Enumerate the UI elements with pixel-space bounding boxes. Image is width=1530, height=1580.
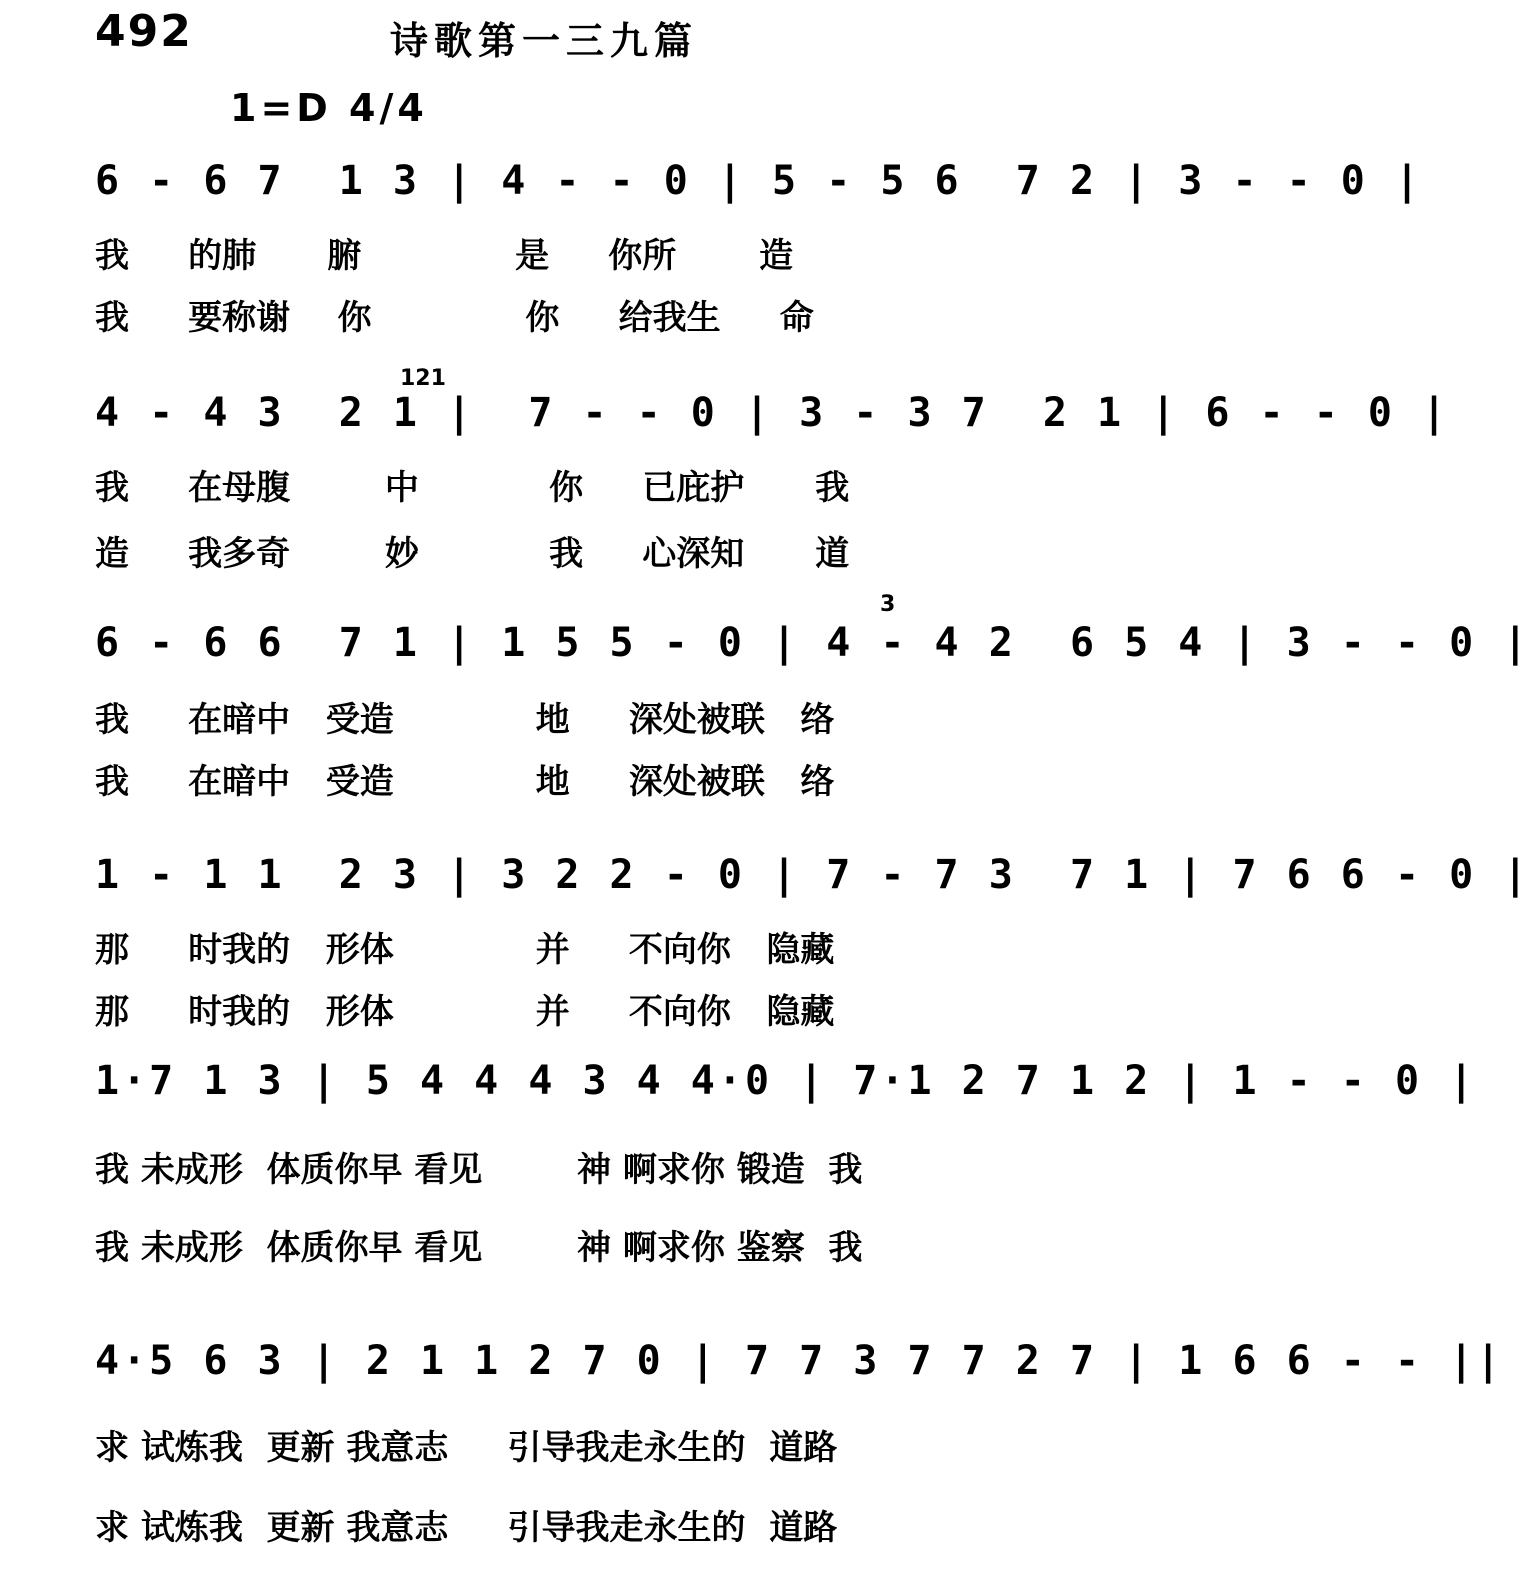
lyric-line-4-verse-1: 那 时我的 形体 并 不向你 隐藏	[95, 930, 835, 970]
lyric-line-3-verse-1: 我 在暗中 受造 地 深处被联 络	[95, 700, 835, 740]
notation-line-6: 4·5 6 3 | 2 1 1 2 7 0 | 7 7 3 7 7 2 7 | 1 6 6 - - ||	[95, 1338, 1504, 1384]
hymn-title: 诗歌第一三九篇	[390, 19, 699, 63]
grace-notes: 121	[400, 366, 446, 391]
notation-line-3: 6 - 6 6 7 1 | 1 5 5 - 0 | 4 - 4 2 6 5 4 | 3 - - 0 |	[95, 620, 1530, 666]
triplet-mark: 3	[880, 592, 896, 617]
lyric-line-5-verse-1: 我 未成形 体质你早 看见 神 啊求你 锻造 我	[95, 1150, 863, 1190]
lyric-line-1-verse-1: 我 的肺 腑 是 你所 造	[95, 236, 794, 276]
lyric-line-2-verse-2: 造 我多奇 妙 我 心深知 道	[95, 534, 850, 574]
lyric-line-2-verse-1: 我 在母腹 中 你 已庇护 我	[95, 468, 850, 508]
lyric-line-6-verse-1: 求 试炼我 更新 我意志 引导我走永生的 道路	[95, 1428, 838, 1468]
hymn-number: 492	[95, 6, 193, 57]
notation-line-5: 1·7 1 3 | 5 4 4 4 3 4 4·0 | 7·1 2 7 1 2 | 1 - - 0 |	[95, 1058, 1477, 1104]
lyric-line-3-verse-2: 我 在暗中 受造 地 深处被联 络	[95, 762, 835, 802]
notation-line-2: 4 - 4 3 2 1 | 7 - - 0 | 3 - 3 7 2 1 | 6 - - 0 |	[95, 390, 1450, 436]
lyric-line-6-verse-2: 求 试炼我 更新 我意志 引导我走永生的 道路	[95, 1508, 838, 1548]
lyric-line-4-verse-2: 那 时我的 形体 并 不向你 隐藏	[95, 992, 835, 1032]
lyric-line-1-verse-2: 我 要称谢 你 你 给我生 命	[95, 298, 814, 338]
notation-line-1: 6 - 6 7 1 3 | 4 - - 0 | 5 - 5 6 7 2 | 3 - - 0 |	[95, 158, 1423, 204]
key-signature: 1=D 4/4	[230, 86, 428, 130]
lyric-line-5-verse-2: 我 未成形 体质你早 看见 神 啊求你 鉴察 我	[95, 1228, 863, 1268]
notation-line-4: 1 - 1 1 2 3 | 3 2 2 - 0 | 7 - 7 3 7 1 | 7 6 6 - 0 |	[95, 852, 1530, 898]
